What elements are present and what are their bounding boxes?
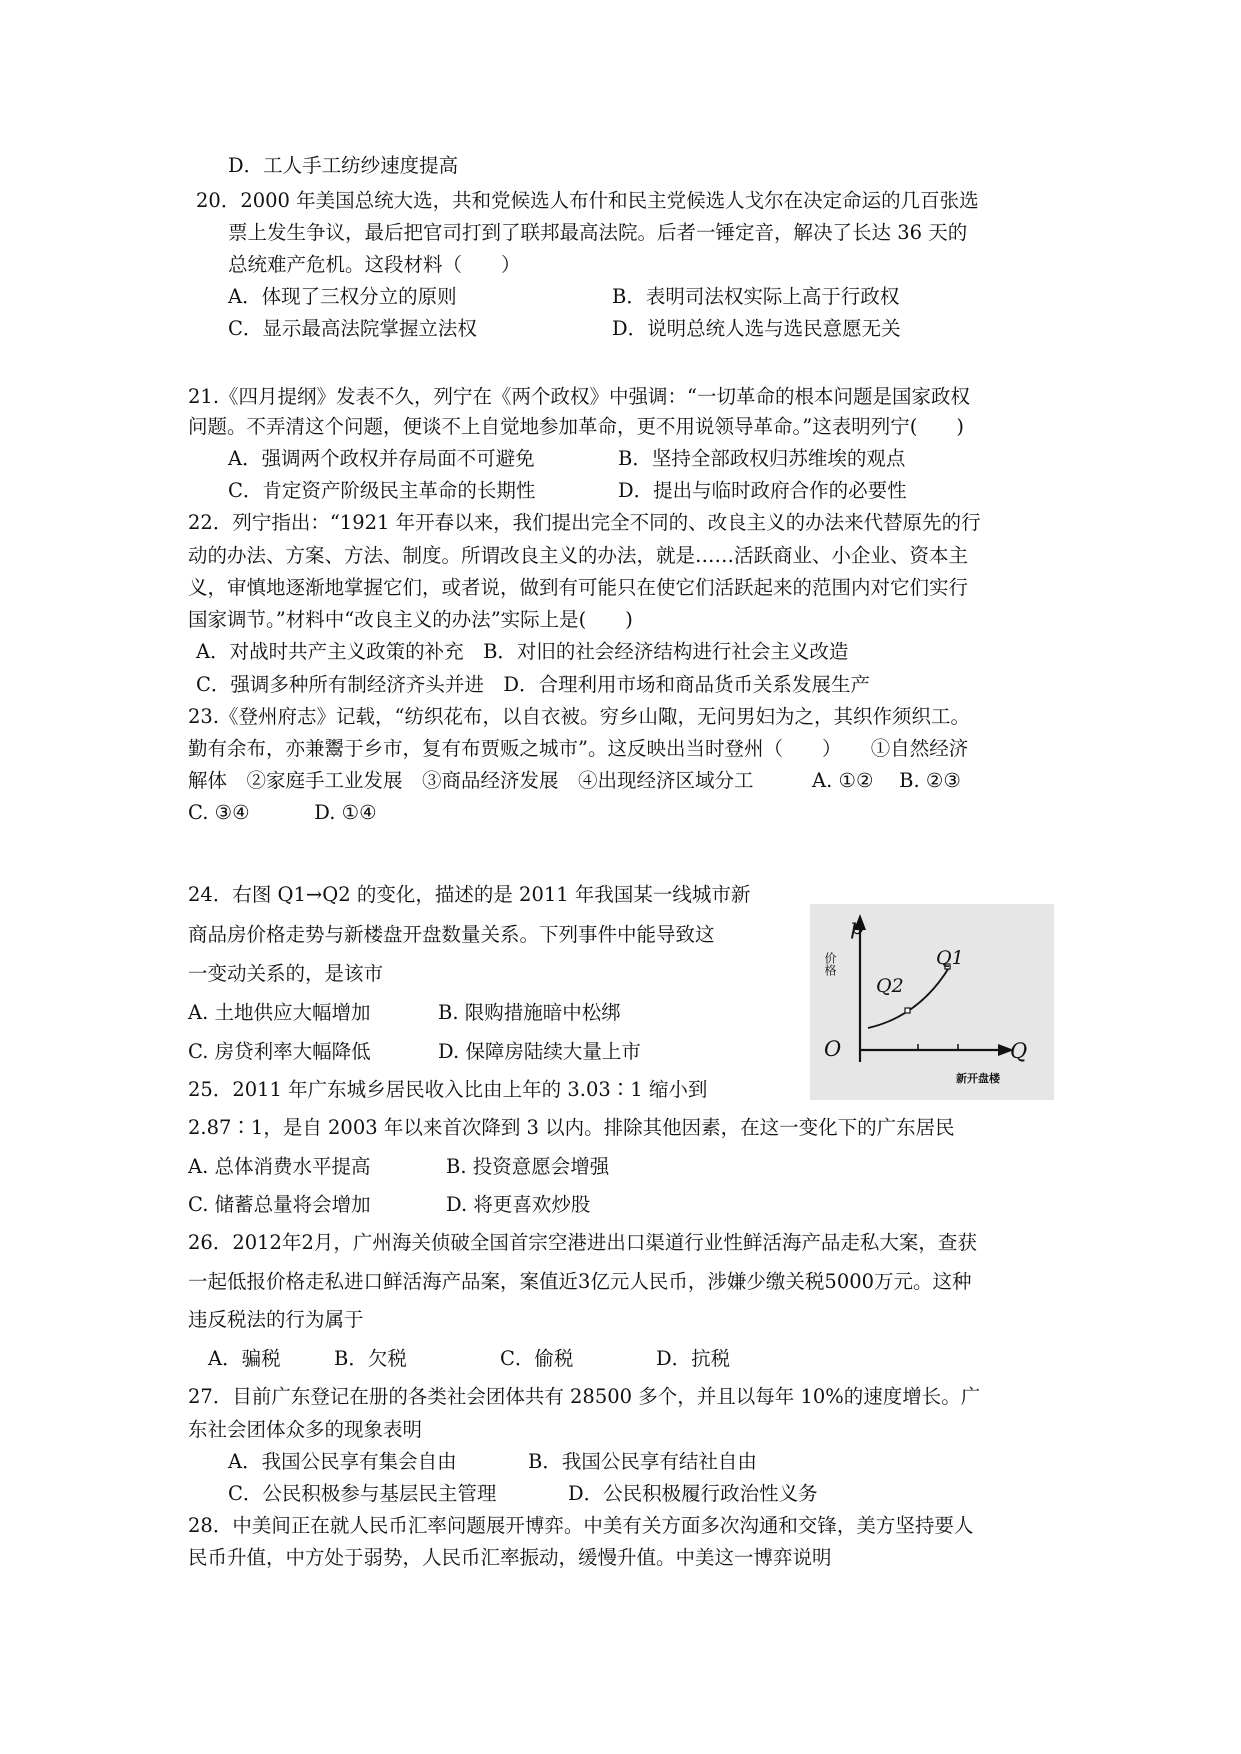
- q23-stem-line3: 解体 ②家庭手工业发展 ③商品经济发展 ④出现经济区域分工 A. ①② B. ②③: [188, 769, 961, 792]
- point-q2-marker: [905, 1008, 910, 1013]
- q21-stem-line2: 问题。不弄清这个问题，便谈不上自觉地参加革命，更不用说领导革命。”这表明列宁( ): [188, 415, 964, 438]
- q27-option-b: B．我国公民享有结社自由: [528, 1450, 757, 1473]
- q23-stem-line1: 23.《登州府志》记载，“纺织花布，以自衣被。穷乡山陬，无问男妇为之，其织作须织工。: [188, 705, 970, 728]
- q25-option-a: A. 总体消费水平提高: [188, 1155, 371, 1178]
- q22-stem-line2: 动的办法、方案、方法、制度。所谓改良主义的办法，就是……活跃商业、小企业、资本主: [188, 544, 969, 567]
- q21-option-b: B．坚持全部政权归苏维埃的观点: [618, 447, 906, 470]
- q22-options-ab: A．对战时共产主义政策的补充 B．对旧的社会经济结构进行社会主义改造: [196, 640, 849, 663]
- q23-options-cd: C. ③④ D. ①④: [188, 801, 377, 824]
- q20-option-c: C．显示最高法院掌握立法权: [228, 317, 477, 340]
- q21-option-c: C．肯定资产阶级民主革命的长期性: [228, 479, 536, 502]
- q25-stem-line1: 25．2011 年广东城乡居民收入比由上年的 3.03∶1 缩小到: [188, 1078, 708, 1101]
- q24-stem-line1: 24．右图 Q1→Q2 的变化，描述的是 2011 年我国某一线城市新: [188, 883, 751, 906]
- q25-stem-line2: 2.87∶1，是自 2003 年以来首次降到 3 以内。排除其他因素，在这一变化下的广东居民: [188, 1116, 955, 1139]
- q28-stem-line2: 民币升值，中方处于弱势，人民币汇率振动，缓慢升值。中美这一博弈说明: [188, 1546, 832, 1569]
- q26-option-a: A．骗税: [208, 1347, 281, 1370]
- q21-option-a: A．强调两个政权并存局面不可避免: [228, 447, 535, 470]
- price-quantity-figure: [810, 904, 1054, 1100]
- q21-stem-line1: 21.《四月提纲》发表不久，列宁在《两个政权》中强调：“一切革命的根本问题是国家政权: [188, 385, 970, 408]
- q20-option-a: A．体现了三权分立的原则: [228, 285, 457, 308]
- x-axis-symbol: Q: [1010, 1039, 1028, 1063]
- q24-option-a: A. 土地供应大幅增加: [188, 1001, 371, 1024]
- q22-stem-line1: 22．列宁指出：“1921 年开春以来，我们提出完全不同的、改良主义的办法来代替原先的行: [188, 511, 981, 534]
- y-axis-label: 价格: [823, 952, 837, 976]
- q22-options-cd: C．强调多种所有制经济齐头并进 D．合理利用市场和商品货币关系发展生产: [196, 673, 871, 696]
- q28-stem-line1: 28．中美间正在就人民币汇率问题展开博弈。中美有关方面多次沟通和交锋，美方坚持要人: [188, 1514, 974, 1537]
- q20-option-b: B．表明司法权实际上高于行政权: [612, 285, 900, 308]
- q24-option-c: C. 房贷利率大幅降低: [188, 1040, 371, 1063]
- q24-stem-line2: 商品房价格走势与新楼盘开盘数量关系。下列事件中能导致这: [188, 923, 715, 946]
- q26-stem-line2: 一起低报价格走私进口鲜活海产品案，案值近3亿元人民币，涉嫌少缴关税5000万元。这种: [188, 1270, 972, 1293]
- q24-option-b: B. 限购措施暗中松绑: [438, 1001, 621, 1024]
- q20-stem-line1: 20．2000 年美国总统大选，共和党候选人布什和民主党候选人戈尔在决定命运的几百张选: [196, 189, 979, 212]
- price-quantity-graph: [810, 904, 1054, 1100]
- q20-option-d: D．说明总统人选与选民意愿无关: [612, 317, 901, 340]
- q19-option-d: D．工人手工纺纱速度提高: [228, 154, 459, 177]
- q22-stem-line3: 义，审慎地逐渐地掌握它们，或者说，做到有可能只在使它们活跃起来的范围内对它们实行: [188, 576, 969, 599]
- q27-option-c: C．公民积极参与基层民主管理: [228, 1482, 497, 1505]
- point-q2-label: Q2: [876, 975, 904, 997]
- q21-option-d: D．提出与临时政府合作的必要性: [618, 479, 907, 502]
- q25-option-d: D. 将更喜欢炒股: [446, 1193, 591, 1216]
- q26-option-d: D．抗税: [656, 1347, 731, 1370]
- origin-label: O: [824, 1037, 842, 1061]
- q26-stem-line1: 26．2012年2月，广州海关侦破全国首宗空港进出口渠道行业性鲜活海产品走私大案，查获: [188, 1231, 977, 1254]
- q23-stem-line2: 勤有余布，亦兼鬻于乡市，复有布贾贩之城市”。这反映出当时登州（ ） ①自然经济: [188, 737, 969, 760]
- q25-option-b: B. 投资意愿会增强: [446, 1155, 610, 1178]
- q27-stem-line1: 27．目前广东登记在册的各类社会团体共有 28500 多个，并且以每年 10%的速度增长。广: [188, 1385, 981, 1408]
- q24-option-d: D. 保障房陆续大量上市: [438, 1040, 641, 1063]
- x-axis-label: 新开盘楼: [956, 1072, 1000, 1085]
- q27-option-a: A．我国公民享有集会自由: [228, 1450, 457, 1473]
- q27-stem-line2: 东社会团体众多的现象表明: [188, 1418, 423, 1441]
- q24-stem-line3: 一变动关系的，是该市: [188, 962, 384, 985]
- y-axis-symbol: p: [850, 915, 865, 940]
- point-q1-label: Q1: [936, 947, 964, 969]
- q26-option-c: C．偷税: [500, 1347, 574, 1370]
- q20-stem-line3: 总统难产危机。这段材料（ ）: [228, 253, 521, 276]
- q20-stem-line2: 票上发生争议，最后把官司打到了联邦最高法院。后者一锤定音，解决了长达 36 天的: [228, 221, 968, 244]
- q26-option-b: B．欠税: [334, 1347, 407, 1370]
- q25-option-c: C. 储蓄总量将会增加: [188, 1193, 371, 1216]
- q26-stem-line3: 违反税法的行为属于: [188, 1308, 364, 1331]
- q22-stem-line4: 国家调节。”材料中“改良主义的办法”实际上是( ): [188, 608, 633, 631]
- q27-option-d: D．公民积极履行政治性义务: [568, 1482, 818, 1505]
